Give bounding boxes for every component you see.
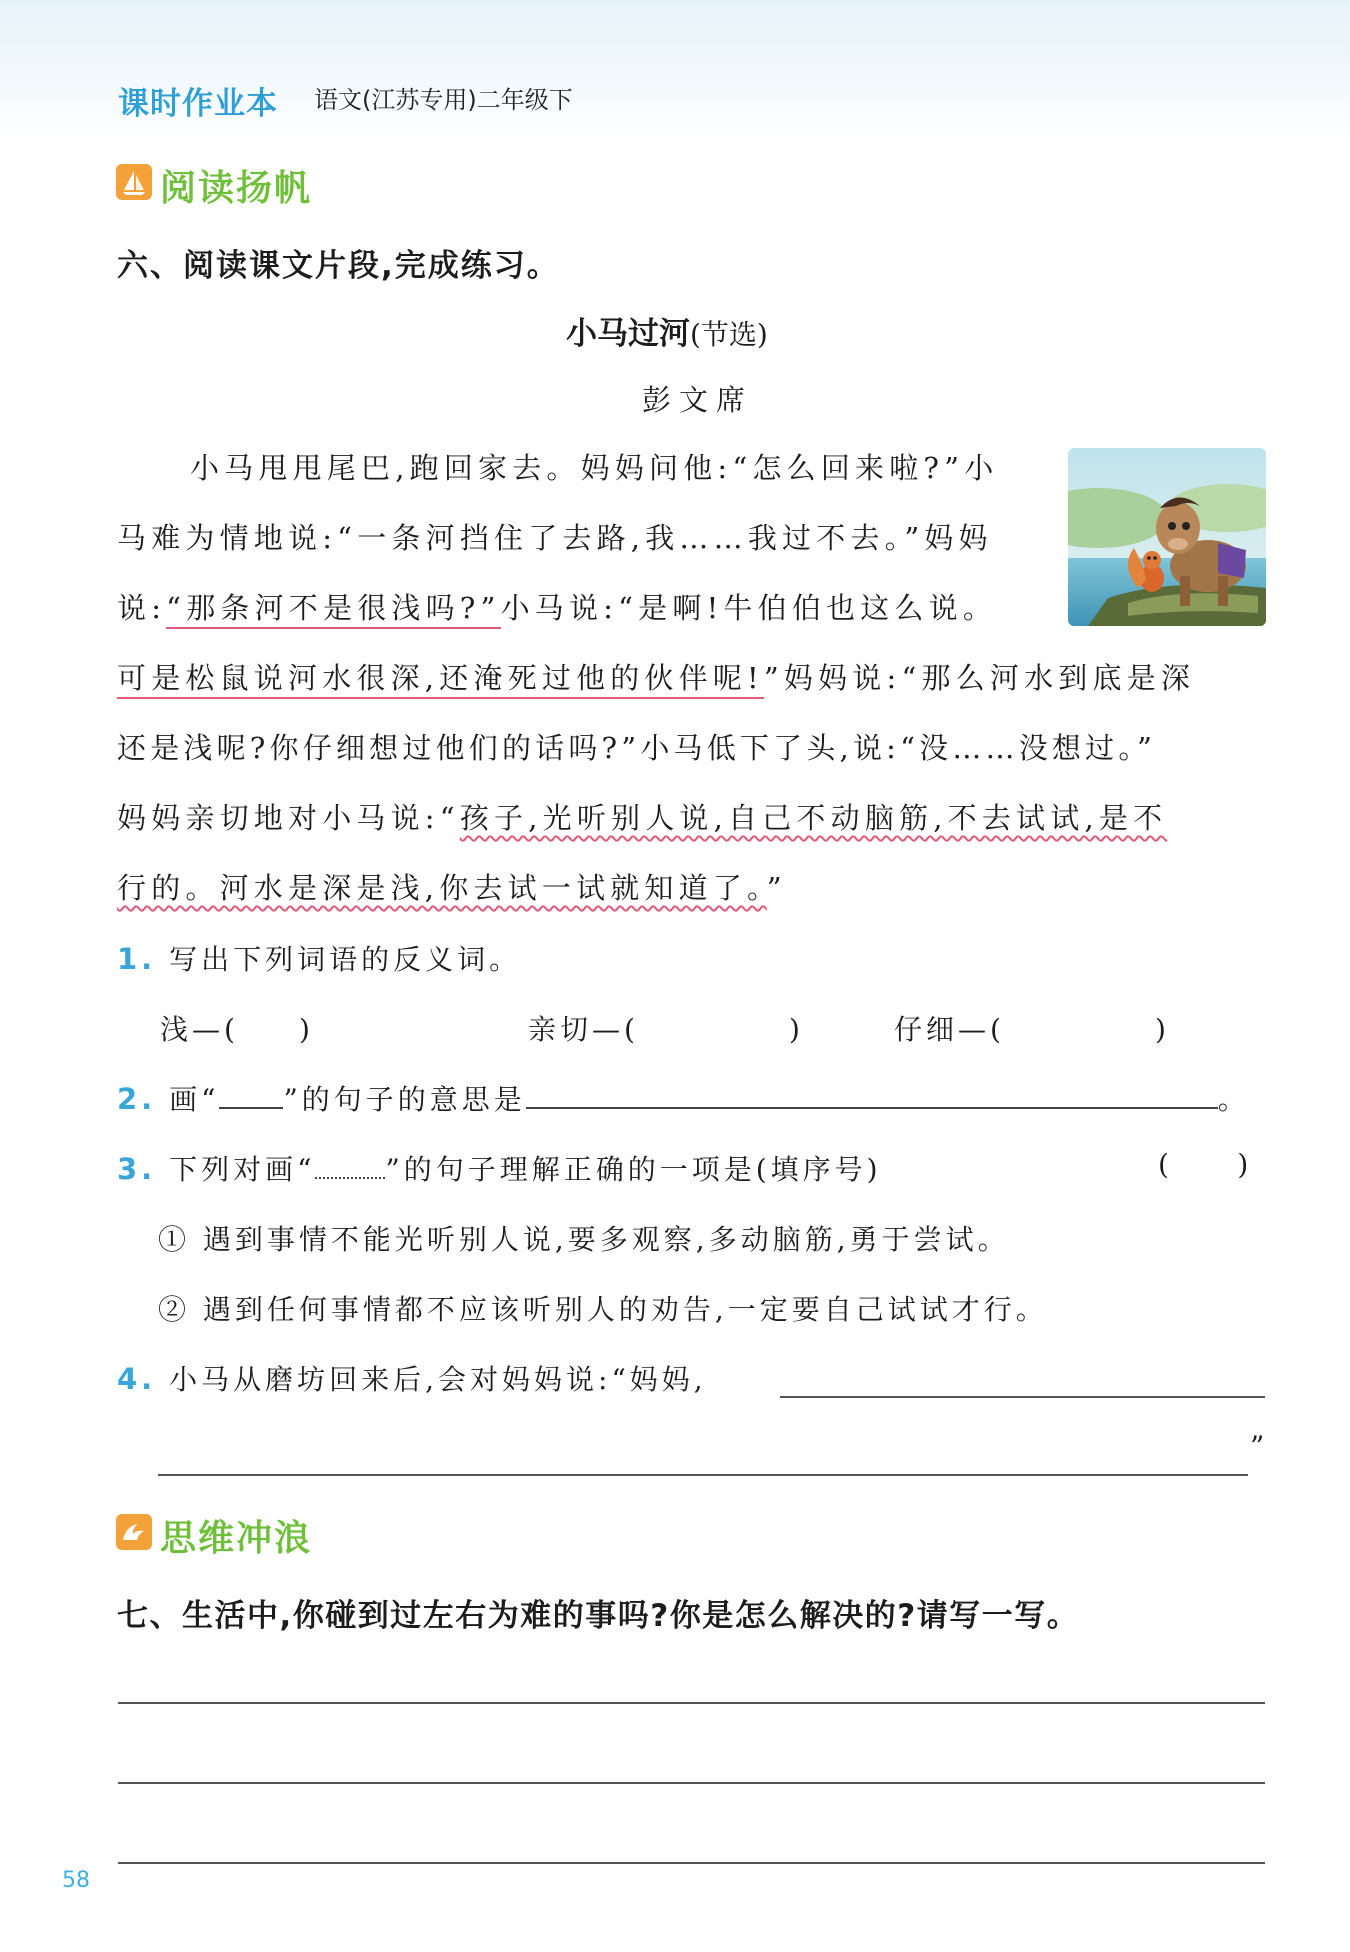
sub-question-number: 4. (117, 1362, 157, 1396)
question-7-heading: 七、生活中,你碰到过左右为难的事吗?你是怎么解决的?请写一写。 (117, 1598, 1080, 1634)
passage-author: 彭文席 (642, 383, 754, 417)
sail-icon (116, 164, 152, 200)
passage-line-4 (117, 658, 1195, 698)
passage-line-7 (117, 868, 787, 908)
sub-question-text: 小马从磨坊回来后,会对妈妈说:“妈妈, (169, 1363, 707, 1396)
passage-title-text: 小马过河 (566, 316, 690, 352)
sub-question-text: ”的句子理解正确的一项是(填序号) (385, 1153, 882, 1186)
passage-text: ”妈妈说:“那么河水到底是深 (763, 661, 1196, 695)
passage-text: 说: (117, 591, 167, 625)
passage-text: 妈妈亲切地对小马说:“ (117, 801, 460, 835)
sub-question-text: 画“ (169, 1083, 220, 1116)
paren-close: ) (298, 1013, 314, 1046)
underlined-sentence-straight: 可是松鼠说河水很深,还淹死过他的伙伴呢! (117, 661, 764, 699)
antonym-item-1 (160, 1008, 314, 1048)
header-subtitle: 语文(江苏专用)二年级下 (314, 86, 573, 114)
answer-paren-field[interactable]: ( ) (1158, 1148, 1253, 1181)
antonym-item-3 (894, 1008, 1170, 1048)
antonym-item-2 (528, 1008, 804, 1048)
antonym-word: 亲切—( (528, 1013, 639, 1046)
wave-icon (116, 1514, 152, 1550)
page-number: 58 (62, 1868, 90, 1893)
answer-line[interactable] (526, 1107, 1218, 1109)
passage-line-2: 马难为情地说:“一条河挡住了去路,我……我过不去。”妈妈 (117, 521, 993, 555)
sub-question-3 (117, 1148, 882, 1188)
sub-question-number: 1. (117, 942, 157, 976)
option-2: ② 遇到任何事情都不应该听别人的劝告,一定要自己试试才行。 (158, 1293, 1048, 1326)
pony-squirrel-river-illustration (1068, 448, 1266, 626)
sub-question-number: 3. (117, 1152, 157, 1186)
passage-text: 小马说:“是啊!牛伯伯也这么说。 (500, 591, 998, 625)
closing-quote: ” (1250, 1430, 1269, 1463)
passage-title (566, 308, 768, 353)
passage-line-6 (117, 798, 1167, 838)
antonym-word: 浅—( (160, 1013, 239, 1046)
sub-question-text: ”的句子的意思是 (283, 1083, 526, 1116)
wavy-line-sample (315, 1157, 385, 1179)
answer-line[interactable] (780, 1396, 1265, 1398)
sub-question-2 (117, 1078, 1250, 1118)
question-6-heading: 六、阅读课文片段,完成练习。 (117, 248, 560, 284)
writing-line-2[interactable] (118, 1782, 1265, 1784)
passage-title-note: (节选) (690, 318, 768, 351)
section-title-thinking: 思维冲浪 (160, 1518, 313, 1559)
section-title-reading: 阅读扬帆 (160, 168, 313, 209)
straight-line-sample (219, 1107, 283, 1109)
underlined-sentence-wavy: 行的。河水是深是浅,你去试一试就知道了。 (117, 871, 767, 905)
underlined-sentence-straight: “那条河不是很浅吗?” (166, 591, 500, 629)
sub-question-text: 写出下列词语的反义词。 (169, 943, 522, 976)
option-1: ① 遇到事情不能光听别人说,要多观察,多动脑筋,勇于尝试。 (158, 1223, 1010, 1256)
paren-close: ) (788, 1013, 804, 1046)
underlined-sentence-wavy: 孩子,光听别人说,自己不动脑筋,不去试试,是不 (459, 801, 1168, 835)
answer-line[interactable] (158, 1474, 1248, 1476)
antonym-word: 仔细—( (894, 1013, 1005, 1046)
passage-line-5: 还是浅呢?你仔细想过他们的话吗?”小马低下了头,说:“没……没想过。” (117, 731, 1157, 765)
writing-line-3[interactable] (118, 1862, 1265, 1864)
passage-line-1: 小马甩甩尾巴,跑回家去。妈妈问他:“怎么回来啦?”小 (190, 451, 999, 485)
sub-question-4 (117, 1358, 707, 1398)
period: 。 (1217, 1083, 1250, 1116)
sub-question-1 (117, 938, 521, 978)
header-brand: 课时作业本 (118, 86, 278, 122)
paren-close: ) (1154, 1013, 1170, 1046)
passage-line-3 (117, 588, 997, 628)
sub-question-number: 2. (117, 1082, 157, 1116)
passage-text: ” (766, 871, 787, 905)
sub-question-text: 下列对画“ (169, 1153, 316, 1186)
writing-line-1[interactable] (118, 1702, 1265, 1704)
